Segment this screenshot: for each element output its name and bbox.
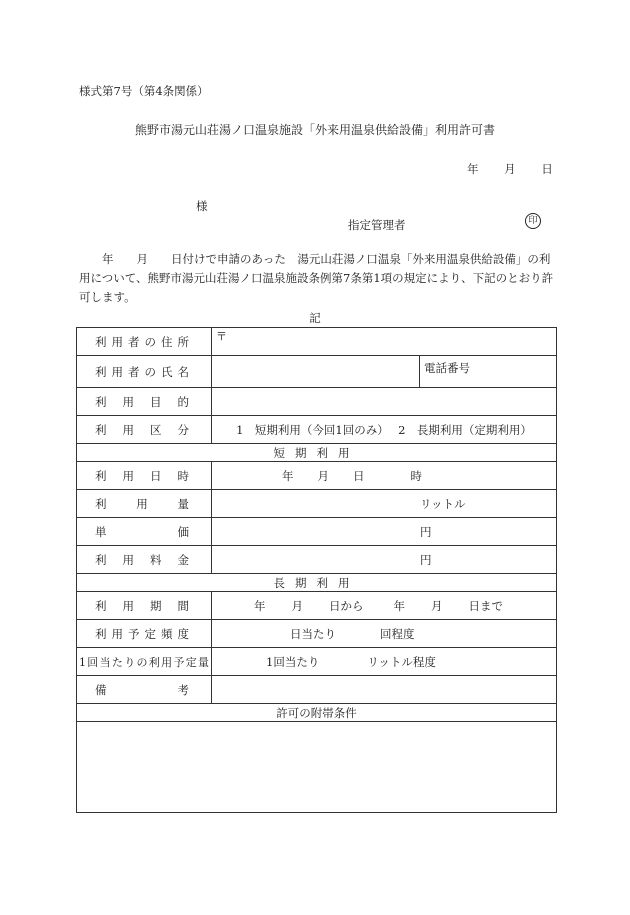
name-field[interactable] (212, 356, 420, 388)
permission-body-text: 年 月 日付けで申請のあった 湯元山荘湯ノ口温泉「外来用温泉供給設備」の利用について、熊野市湯元山荘湯ノ口温泉施設条例第7条第1項の規定により、下記のとおり許可します。 (79, 252, 554, 304)
recipient-honorific: 様 (196, 199, 208, 213)
datetime-month: 月 (317, 468, 329, 483)
row-per-use (77, 648, 557, 676)
remarks-label: 備考 (77, 676, 212, 704)
frequency-field[interactable] (212, 620, 557, 648)
unit-price-label: 単価 (77, 518, 212, 546)
fee-unit: 円 (420, 552, 432, 567)
name-label: 利用者の氏名 (77, 356, 212, 388)
datetime-hour: 時 (410, 468, 422, 483)
row-datetime (77, 462, 557, 490)
per-use-suffix: リットル程度 (367, 654, 436, 669)
address-field[interactable] (212, 328, 557, 356)
row-fee (77, 546, 557, 574)
form-number: 様式第7号（第4条関係） (79, 84, 209, 98)
per-use-prefix: 1回当たり (266, 654, 320, 669)
period-to-day: 日まで (468, 598, 503, 613)
amount-unit: リットル (420, 496, 466, 511)
row-conditions-header (77, 704, 557, 722)
remarks-field[interactable] (212, 676, 557, 704)
seal-mark: 印 (525, 213, 541, 229)
per-use-field[interactable] (212, 648, 557, 676)
short-term-section-header: 短期利用 (77, 444, 557, 462)
purpose-label: 利用目的 (77, 388, 212, 416)
frequency-times: 回程度 (380, 626, 415, 641)
row-address (77, 328, 557, 356)
phone-field[interactable] (420, 356, 557, 388)
datetime-field[interactable] (212, 462, 557, 490)
row-unit-price (77, 518, 557, 546)
datetime-year: 年 (282, 468, 294, 483)
row-short-term-header (77, 444, 557, 462)
frequency-label: 利用予定頻度 (77, 620, 212, 648)
date-month: 月 (504, 162, 516, 176)
permission-form-table (76, 327, 557, 813)
row-purpose (77, 388, 557, 416)
period-from-year: 年 (254, 598, 266, 613)
unit-price-unit: 円 (420, 524, 432, 539)
row-frequency (77, 620, 557, 648)
period-from-day: 日から (329, 598, 364, 613)
conditions-section-header: 許可の附帯条件 (77, 704, 557, 722)
fee-label: 利用料金 (77, 546, 212, 574)
amount-field[interactable] (212, 490, 557, 518)
frequency-per-day: 日当たり (290, 626, 336, 641)
long-term-section-header: 長期利用 (77, 574, 557, 592)
postal-mark: 〒 (216, 329, 227, 343)
issuer-label: 指定管理者 (348, 218, 406, 232)
datetime-day: 日 (353, 468, 365, 483)
period-field[interactable] (212, 592, 557, 620)
issue-date (467, 164, 553, 176)
document-title: 熊野市湯元山荘湯ノ口温泉施設「外来用温泉供給設備」利用許可書 (134, 123, 495, 137)
ki-heading: 記 (309, 311, 321, 325)
per-use-label: 1回当たりの利用予定量 (77, 648, 212, 676)
date-day: 日 (541, 162, 553, 176)
amount-label: 利用量 (77, 490, 212, 518)
row-conditions (77, 722, 557, 813)
row-period (77, 592, 557, 620)
category-label: 利用区分 (77, 416, 212, 444)
date-year: 年 (467, 162, 479, 176)
period-to-year: 年 (393, 598, 405, 613)
period-label: 利用期間 (77, 592, 212, 620)
phone-label: 電話番号 (424, 361, 470, 375)
row-name (77, 356, 557, 388)
period-to-month: 月 (431, 598, 443, 613)
conditions-field[interactable] (77, 722, 557, 813)
row-remarks (77, 676, 557, 704)
row-amount (77, 490, 557, 518)
category-options[interactable]: 1 短期利用（今回1回のみ） 2 長期利用（定期利用） (212, 416, 557, 444)
row-long-term-header (77, 574, 557, 592)
address-label: 利用者の住所 (77, 328, 212, 356)
period-from-month: 月 (291, 598, 303, 613)
unit-price-field[interactable] (212, 518, 557, 546)
purpose-field[interactable] (212, 388, 557, 416)
row-category (77, 416, 557, 444)
fee-field[interactable] (212, 546, 557, 574)
datetime-label: 利用日時 (77, 462, 212, 490)
